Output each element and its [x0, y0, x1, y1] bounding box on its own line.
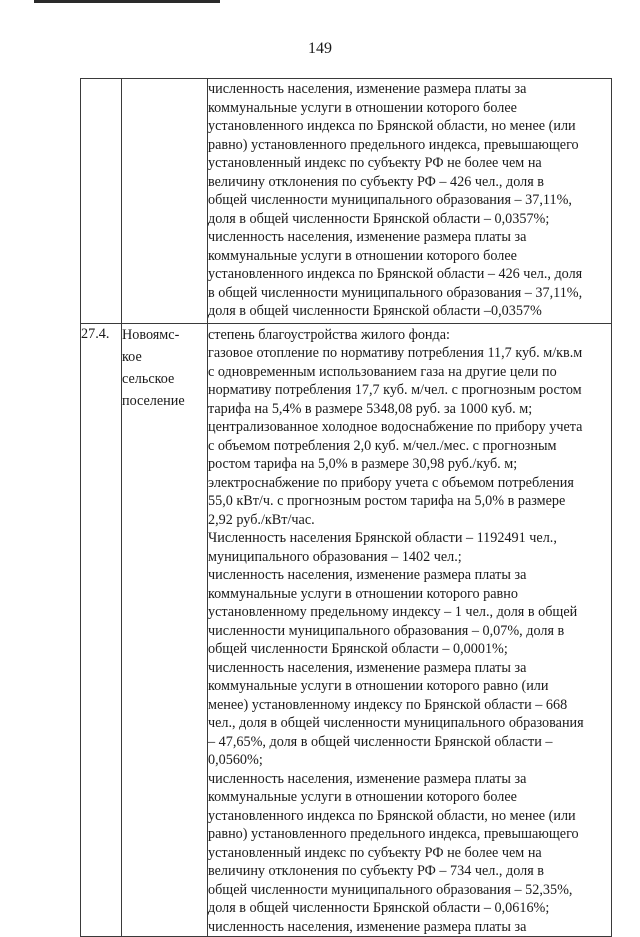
municipality-name-line: Новоямс- [122, 326, 180, 343]
description-line: установленный индекс по субъекту РФ не более чем на [208, 155, 542, 171]
description-line: численность населения, изменение размера платы за [208, 659, 527, 676]
description-cell [208, 323, 612, 937]
description-line: общей численности муниципального образования – 52,35%, [208, 881, 573, 898]
description-line: степень благоустройства жилого фонда: [208, 326, 450, 343]
municipality-name-line: кое [122, 348, 142, 365]
description-line: численности муниципального образования – 0,07%, доля в [208, 622, 565, 639]
table-row [81, 79, 612, 324]
description-line: установленный индекс по субъекту РФ не более чем на [208, 844, 542, 861]
description-line: общей численности муниципального образования – 37,11%, [208, 192, 572, 208]
table-row [81, 323, 612, 937]
description-cell [208, 79, 612, 324]
municipality-name-cell [122, 323, 208, 937]
description-line: численность населения, изменение размера платы за [208, 918, 527, 935]
description-line: доля в общей численности Брянской области – 0,0357%; [208, 210, 550, 227]
description-line: чел., доля в общей численности муниципального образования [208, 715, 584, 731]
description-line: муниципального образования – 1402 чел.; [208, 548, 462, 565]
description-line: доля в общей численности Брянской области –0,0357% [208, 303, 542, 319]
description-line: с одновременным использованием газа на другие цели по [208, 363, 557, 380]
description-line: в общей численности муниципального образования – 37,11%, [208, 284, 583, 301]
description-line: численность населения, изменение размера платы за [208, 567, 527, 583]
description-line: установленному предельному индексу – 1 чел., доля в общей [208, 604, 578, 620]
description-line: коммунальные услуги в отношении которого равно [208, 585, 518, 602]
description-line: газовое отопление по нормативу потребления 11,7 куб. м/кв.м [208, 345, 583, 361]
municipality-name-line: поселение [122, 392, 185, 409]
description-line: централизованное холодное водоснабжение по прибору учета [208, 419, 583, 435]
description-line: коммунальные услуги в отношении которого более [208, 789, 517, 805]
description-line: величину отклонения по субъекту РФ – 734 чел., доля в [208, 863, 544, 879]
description-line: равно) установленного предельного индекса, превышающего [208, 136, 579, 153]
description-line: численность населения, изменение размера платы за [208, 770, 527, 787]
description-line: общей численности Брянской области – 0,0001%; [208, 641, 508, 657]
description-line: коммунальные услуги в отношении которого более [208, 247, 517, 264]
description-line: менее) установленному индексу по Брянской области – 668 [208, 696, 568, 713]
description-line: численность населения, изменение размера платы за [208, 81, 527, 97]
description-line: равно) установленного предельного индекса, превышающего [208, 826, 579, 842]
description-line: численность населения, изменение размера платы за [208, 229, 527, 245]
description-line: величину отклонения по субъекту РФ – 426 чел., доля в [208, 173, 544, 190]
description-line: Численность населения Брянской области – 1192491 чел., [208, 530, 557, 546]
description-line: установленного индекса по Брянской области, но менее (или [208, 118, 576, 134]
scan-top-mark [34, 0, 220, 3]
description-line: 55,0 кВт/ч. с прогнозным ростом тарифа на 5,0% в размере [208, 493, 566, 509]
description-line: коммунальные услуги в отношении которого более [208, 99, 517, 116]
description-line: нормативу потребления 17,7 куб. м/чел. с прогнозным ростом [208, 382, 582, 398]
description-line: электроснабжение по прибору учета с объемом потребления [208, 474, 574, 491]
row-number-cell [81, 323, 122, 937]
municipality-name-cell [122, 79, 208, 324]
municipality-name-line: сельское [122, 370, 175, 387]
data-table [80, 78, 612, 937]
row-number: 27.4. [81, 325, 110, 342]
description-line: ростом тарифа на 5,0% в размере 30,98 руб./куб. м; [208, 456, 518, 472]
description-line: доля в общей численности Брянской области – 0,0616%; [208, 900, 550, 916]
description-line: установленного индекса по Брянской области – 426 чел., доля [208, 266, 583, 282]
description-line: с объемом потребления 2,0 куб. м/чел./мес. с прогнозным [208, 437, 557, 454]
description-line: тарифа на 5,4% в размере 5348,08 руб. за 1000 куб. м; [208, 400, 533, 417]
description-line: установленного индекса по Брянской области, но менее (или [208, 807, 576, 824]
description-line: – 47,65%, доля в общей численности Брянской области – [208, 733, 553, 750]
description-line: 2,92 руб./кВт/час. [208, 511, 315, 528]
description-line: коммунальные услуги в отношении которого равно (или [208, 678, 549, 694]
description-line: 0,0560%; [208, 752, 263, 768]
row-number-cell [81, 79, 122, 324]
page-number: 149 [308, 40, 332, 57]
